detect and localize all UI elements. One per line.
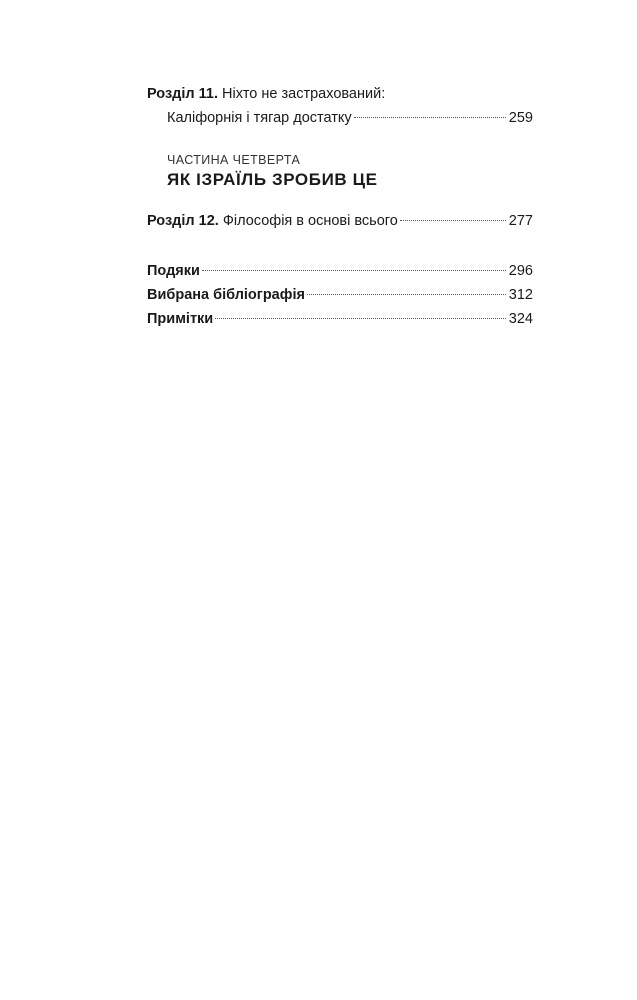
bibliography-page-number: 312 — [508, 287, 533, 303]
toc-entry-chapter-12[interactable] — [147, 209, 533, 233]
chapter-11-page-number: 259 — [508, 110, 533, 126]
chapter-11-label: Розділ 11. — [147, 86, 219, 102]
notes-title: Примітки — [147, 311, 214, 327]
toc-entry-acknowledgements[interactable] — [147, 259, 533, 283]
bibliography-title: Вибрана бібліографія — [147, 287, 305, 303]
notes-page-number: 324 — [508, 311, 533, 327]
dot-leader — [400, 220, 506, 221]
toc-entry-chapter-11[interactable] — [147, 82, 533, 106]
chapter-11-title-line2: Каліфорнія і тягар достатку — [167, 110, 352, 126]
acknowledgements-title: Подяки — [147, 263, 200, 279]
toc-entry-chapter-11-continued[interactable] — [147, 106, 533, 130]
chapter-12-title: Філософія в основі всього — [222, 213, 398, 229]
chapter-12-label: Розділ 12. — [147, 213, 219, 229]
dot-leader — [307, 294, 506, 295]
dot-leader — [215, 318, 506, 319]
part-4-label: ЧАСТИНА ЧЕТВЕРТА — [167, 153, 301, 167]
chapter-11-title-line1: Ніхто не застрахований: — [222, 86, 386, 102]
table-of-contents — [147, 82, 533, 331]
dot-leader — [202, 270, 506, 271]
dot-leader — [354, 117, 506, 118]
toc-entry-notes[interactable] — [147, 307, 533, 331]
chapter-12-page-number: 277 — [508, 213, 533, 229]
toc-entry-bibliography[interactable] — [147, 283, 533, 307]
acknowledgements-page-number: 296 — [508, 263, 533, 279]
part-4-title: ЯК ІЗРАЇЛЬ ЗРОБИВ ЦЕ — [167, 170, 378, 189]
